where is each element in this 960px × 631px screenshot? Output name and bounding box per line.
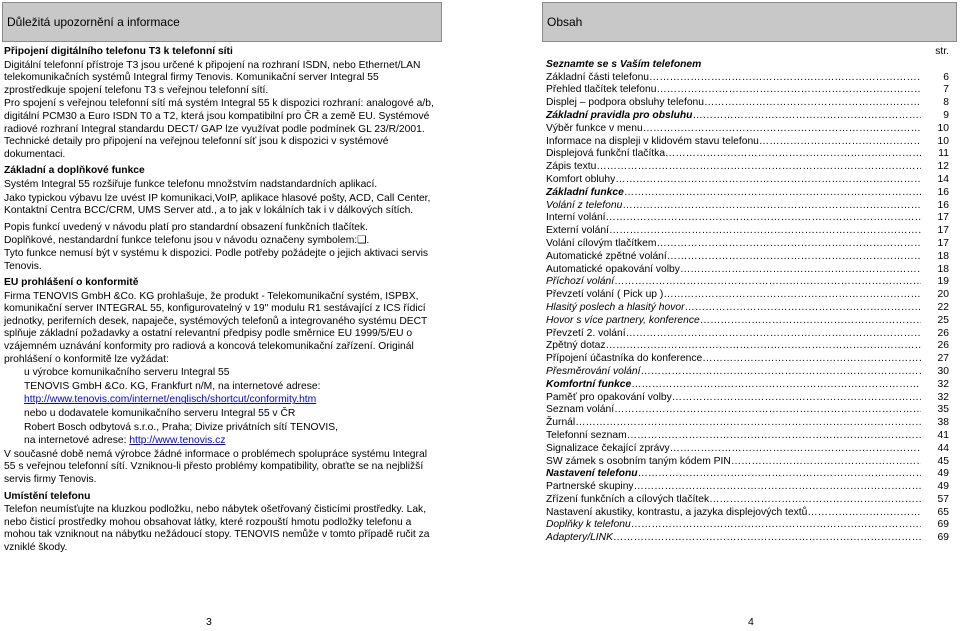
toc-entry[interactable] <box>546 494 955 507</box>
toc-entry-title: Displej – podpora obsluhy telefonu <box>546 97 704 109</box>
toc-leader-dots <box>709 494 921 507</box>
toc-entry[interactable] <box>546 481 955 494</box>
toc-entry-title: Automatické zpětné volání <box>546 250 667 262</box>
toc-entry[interactable] <box>546 276 955 289</box>
paragraph: Jako typickou výbavu lze uvést IP komunikaci,VoIP, aplikace hlasové pošty, ACD, Call Center, Kontaktní Centra BCC/CRM, UMS Server atd., a to jak v lokálních tak i v dálkových sítích. <box>4 192 431 217</box>
toc-leader-dots <box>692 110 921 123</box>
page-column-label: str. <box>935 46 949 57</box>
toc-entry-page: 57 <box>937 493 949 505</box>
toc-entry-page: 7 <box>943 84 949 96</box>
left-body <box>2 42 442 555</box>
toc-leader-dots <box>670 443 921 456</box>
toc-leader-dots <box>634 481 921 494</box>
toc-entry-page: 65 <box>937 506 949 518</box>
toc-entry[interactable] <box>546 97 955 110</box>
toc-entry[interactable] <box>546 72 955 85</box>
left-header: Důležitá upozornění a informace <box>2 2 442 42</box>
toc-leader-dots <box>663 289 921 302</box>
toc-leader-dots <box>665 148 921 161</box>
toc-entry[interactable] <box>546 174 955 187</box>
paragraph: Pro spojení s veřejnou telefonní sítí má systém Integral 55 k dispozici rozhraní: analogové a/b, digitální PCM30 a Euro ISDN T0 a T2, která jsou kompatibilní pro ČR a země EU. Systémové radiové rozhraní Integral standardu DECT/ GAP lze využívat podle podmínek GL 23/R/2001. Technické detaily pro připojení na veřejnou telefonní síť jsou k dispozici v systémové dokumentaci. <box>4 98 434 160</box>
toc-entry-page: 8 <box>943 97 949 109</box>
toc-entry-title: Převzetí 2. volání <box>546 327 626 339</box>
toc-entry-page: 17 <box>937 225 949 237</box>
toc-entry-title: Komfortní funkce <box>546 378 632 390</box>
toc-entry[interactable] <box>546 379 955 392</box>
toc-entry-title: Základní funkce <box>546 186 624 198</box>
indented-line: na internetové adrese: <box>24 435 130 447</box>
toc-leader-dots <box>614 276 921 289</box>
toc-leader-dots <box>643 123 921 136</box>
toc-entry-page: 18 <box>937 250 949 262</box>
page-number-right: 4 <box>748 616 754 628</box>
toc-entry-page: 45 <box>937 455 949 467</box>
toc-entry[interactable] <box>546 200 955 213</box>
toc-entry[interactable] <box>546 302 955 315</box>
toc-entry-page: 19 <box>937 276 949 288</box>
toc-leader-dots <box>606 340 921 353</box>
toc-entry-title: Interní volání <box>546 212 606 224</box>
toc-entry-title: Seznamte se s Vaším telefonem <box>546 58 702 70</box>
toc-entry[interactable] <box>546 123 955 136</box>
toc-entry[interactable] <box>546 404 955 417</box>
indented-line: u výrobce komunikačního serveru Integral 55 <box>24 367 230 379</box>
toc-leader-dots <box>731 456 921 469</box>
toc-entry-title: Volání cílovým tlačítkem <box>546 237 657 249</box>
toc-entry-title: Převzetí volání ( Pick up ) <box>546 289 664 301</box>
toc-leader-dots <box>609 225 921 238</box>
paragraph: Firma TENOVIS GmbH &Co. KG prohlašuje, že produkt - Telekomunikační systém, ISPBX, komunikační server INTEGRAL 55, konfigurovatelný v 19" modulu R1 sestávající z ICS řídicí jednotky, periferních desek, napaječe, systémových telefonů a integrovaného systému DECT splňuje základní požadavky a ostatní relevantní předpisy podle směrnice EU 1999/5/EU o vzájemném uznávání konformity pro radiová a koncová telekomunikační zařízení. Originál prohlášení o konformitě lze vyžádat: <box>4 290 428 365</box>
toc-entry-page: 69 <box>937 532 949 544</box>
toc-leader-dots <box>656 238 921 251</box>
paragraph: Popis funkcí uvedený v návodu platí pro standardní obsazení funkčních tlačítek. <box>4 221 369 233</box>
toc-leader-dots <box>631 379 921 392</box>
toc-entry[interactable] <box>546 353 955 366</box>
toc-leader-dots <box>615 174 921 187</box>
toc-entry[interactable] <box>546 456 955 469</box>
toc-entry[interactable] <box>546 136 955 149</box>
toc-entry-title: Zápis textu <box>546 161 597 173</box>
toc-entry[interactable] <box>546 340 955 353</box>
toc-entry-page: 11 <box>938 148 949 160</box>
toc-leader-dots <box>656 84 921 97</box>
toc-entry-title: Telefonní seznam <box>546 429 627 441</box>
toc-entry-page: 10 <box>937 135 949 147</box>
toc-entry-page: 9 <box>943 109 949 121</box>
table-of-contents <box>542 42 957 545</box>
toc-entry-page: 22 <box>937 301 949 313</box>
toc-leader-dots <box>759 136 921 149</box>
toc-entry-page: 20 <box>937 289 949 301</box>
toc-leader-dots <box>702 353 921 366</box>
conformity-link[interactable]: http://www.tenovis.com/internet/englisch/shortcut/conformity.htm <box>24 394 317 406</box>
toc-entry[interactable] <box>546 264 955 277</box>
toc-leader-dots <box>631 519 921 532</box>
paragraph: Systém Integral 55 rozšiřuje funkce telefonu množstvím nadstandardních aplikací. <box>4 178 378 190</box>
section-title-placement: Umístění telefonu <box>4 490 91 502</box>
toc-entry[interactable] <box>546 507 955 520</box>
toc-entry-page: 49 <box>937 468 949 480</box>
toc-entry-title: Nastavení akustiky, kontrastu, a jazyka displejových textů <box>546 506 808 518</box>
toc-leader-dots <box>667 251 921 264</box>
toc-entry-page: 38 <box>937 417 949 429</box>
toc-entry[interactable] <box>546 148 955 161</box>
toc-entry[interactable] <box>546 225 955 238</box>
toc-entry[interactable] <box>546 251 955 264</box>
toc-entry-page: 32 <box>937 391 949 403</box>
section-title-conformity: EU prohlášení o konformitě <box>4 277 139 289</box>
toc-leader-dots <box>606 212 921 225</box>
toc-entry-title: Přesměrování volání <box>546 365 641 377</box>
toc-leader-dots <box>622 200 921 213</box>
toc-entry-page: 35 <box>937 404 949 416</box>
paragraph: Doplňkové, nestandardní funkce telefonu jsou v návodu označeny symbolem:❑. <box>4 235 370 247</box>
toc-entry-title: Externí volání <box>546 225 609 237</box>
toc-leader-dots <box>640 366 921 379</box>
toc-entry-page: 14 <box>937 173 949 185</box>
toc-entry-title: Příchozí volání <box>546 276 615 288</box>
section-title-connection: Připojení digitálního telefonu T3 k telefonní síti <box>4 46 233 57</box>
toc-entry[interactable] <box>546 519 955 532</box>
toc-entry-page: 32 <box>937 378 949 390</box>
toc-entry[interactable] <box>546 468 955 481</box>
toc-leader-dots <box>807 507 921 520</box>
toc-entry[interactable] <box>546 110 955 123</box>
toc-entry-page: 69 <box>937 519 949 531</box>
toc-entry-title: Signalizace čekající zprávy <box>546 442 670 454</box>
toc-entry-title: Automatické opakování volby <box>546 263 680 275</box>
toc-entry-page: 26 <box>937 327 949 339</box>
paragraph: Telefon neumísťujte na kluzkou podložku, nebo nábytek ošetřovaný čisticími prostředky. Lak, nebo čisticí prostředky mohou obsahovat látky, které rozpouští hmotu podložky telefonu a mohou tak vzniknout na nábytku nežádoucí stopy. TENOVIS nemůže v tomto případě ručit za vzniklé škody. <box>4 504 430 553</box>
toc-entry[interactable] <box>546 443 955 456</box>
left-column <box>2 2 442 559</box>
toc-entry-title: Přehled tlačítek telefonu <box>546 84 657 96</box>
toc-leader-dots <box>596 161 921 174</box>
toc-entry-page: 10 <box>937 122 949 134</box>
right-header: Obsah <box>542 2 957 42</box>
toc-entry-title: Komfort obluhy <box>546 173 616 185</box>
toc-leader-dots <box>700 315 921 328</box>
toc-entry-page: 16 <box>937 186 949 198</box>
toc-entry-title: Přípojení účastníka do konference <box>546 353 703 365</box>
toc-entry-page: 25 <box>937 314 949 326</box>
toc-leader-dots <box>680 264 921 277</box>
toc-entry-title: Zřízení funkčních a cílových tlačítek <box>546 493 710 505</box>
paragraph: V současné době nemá výrobce žádné informace o problémech spolupráce systému Integral 55 s veřejnou telefonní sítí. Vzniknou-li přesto problémy kompatibility, obraťte se na nejbližší servis firmy Tenovis. <box>4 448 427 485</box>
toc-entry-page: 49 <box>937 481 949 493</box>
indented-line: TENOVIS GmbH &Co. KG, Frankfurt n/M, na internetové adrese: <box>24 380 321 392</box>
toc-entry-title: Základní pravidla pro obsluhu <box>546 109 693 121</box>
toc-leader-dots <box>613 532 921 545</box>
toc-entry-page: 27 <box>937 353 949 365</box>
toc-entry[interactable] <box>546 315 955 328</box>
page-number-left: 3 <box>206 616 212 628</box>
toc-entry[interactable] <box>546 84 955 97</box>
toc-leader-dots <box>704 97 921 110</box>
toc-entry-title: Hlasitý poslech a hlasitý hovor <box>546 301 685 313</box>
toc-entry-title: Adaptery/LINK <box>546 532 613 544</box>
toc-entry-title: Výběr funkce v menu <box>546 122 643 134</box>
toc-entry-title: Informace na displeji v klidovém stavu telefonu <box>546 135 759 147</box>
toc-entry-title: Doplňky k telefonu <box>546 519 631 531</box>
toc-entry[interactable] <box>546 289 955 302</box>
paragraph: Tyto funkce nemusí být v systému k dispozici. Podle potřeby požádejte o jejich aktivaci servis Tenovis. <box>4 247 429 272</box>
toc-leader-dots <box>685 302 921 315</box>
toc-entry[interactable] <box>546 532 955 545</box>
toc-entry-page: 12 <box>937 161 949 173</box>
toc-leader-dots <box>672 392 921 405</box>
indented-line: nebo u dodavatele komunikačního serveru Integral 55 v ČR <box>24 408 296 420</box>
toc-entry-title: Základní části telefonu <box>546 71 650 83</box>
toc-entry-title: Volání z telefonu <box>546 199 623 211</box>
toc-entry-page: 26 <box>937 340 949 352</box>
toc-leader-dots <box>575 417 921 430</box>
toc-leader-dots <box>626 328 921 341</box>
toc-entry-title: Zpětný dotaz <box>546 340 606 352</box>
toc-entry-title: SW zámek s osobním taným kódem PIN <box>546 455 731 467</box>
section-title-functions: Základní a doplňkové funkce <box>4 165 145 177</box>
toc-entry-title: Hovor s více partnery, konference <box>546 314 700 326</box>
toc-entry[interactable] <box>546 328 955 341</box>
toc-leader-dots <box>614 404 921 417</box>
toc-leader-dots <box>638 468 921 481</box>
toc-entry-page: 17 <box>937 237 949 249</box>
toc-entry[interactable] <box>546 366 955 379</box>
toc-entry[interactable] <box>546 392 955 405</box>
right-column <box>542 2 957 545</box>
toc-entry[interactable] <box>546 417 955 430</box>
toc-entry-title: Paměť pro opakování volby <box>546 391 672 403</box>
toc-leader-dots <box>624 187 921 200</box>
toc-leader-dots <box>627 430 921 443</box>
toc-entry-title: Partnerské skupiny <box>546 481 634 493</box>
paragraph: Digitální telefonní přístroje T3 jsou určené k připojení na rozhraní ISDN, nebo Ethernet/LAN telekomunikačních systémů Integral firmy Tenovis. Komunikační server Integral 55 zprostředkuje spojení telefonu T3 s veřejnou telefonní sítí. <box>4 59 421 96</box>
toc-entry-page: 6 <box>943 71 949 83</box>
toc-entry-page: 17 <box>937 212 949 224</box>
toc-entry-page: 30 <box>937 365 949 377</box>
toc-entry[interactable] <box>546 161 955 174</box>
indented-line: Robert Bosch odbytová s.r.o., Praha; Divize privátních sítí TENOVIS, <box>24 421 338 433</box>
toc-entry[interactable] <box>546 238 955 251</box>
toc-leader-dots <box>649 72 921 85</box>
toc-entry-title: Nastavení telefonu <box>546 468 638 480</box>
toc-entry-title: Displejová funkční tlačítka <box>546 148 666 160</box>
toc-entry[interactable] <box>546 187 955 200</box>
toc-entry[interactable] <box>546 430 955 443</box>
toc-entry-page: 16 <box>937 199 949 211</box>
toc-entry-page: 18 <box>937 263 949 275</box>
toc-entry-title: Seznam volání <box>546 404 615 416</box>
toc-entry[interactable] <box>546 59 955 72</box>
toc-entry-page: 44 <box>937 442 949 454</box>
toc-entry[interactable] <box>546 212 955 225</box>
tenovis-cz-link[interactable]: http://www.tenovis.cz <box>129 435 226 447</box>
toc-entry-title: Žurnál <box>546 417 576 429</box>
toc-entry-page: 41 <box>937 429 949 441</box>
